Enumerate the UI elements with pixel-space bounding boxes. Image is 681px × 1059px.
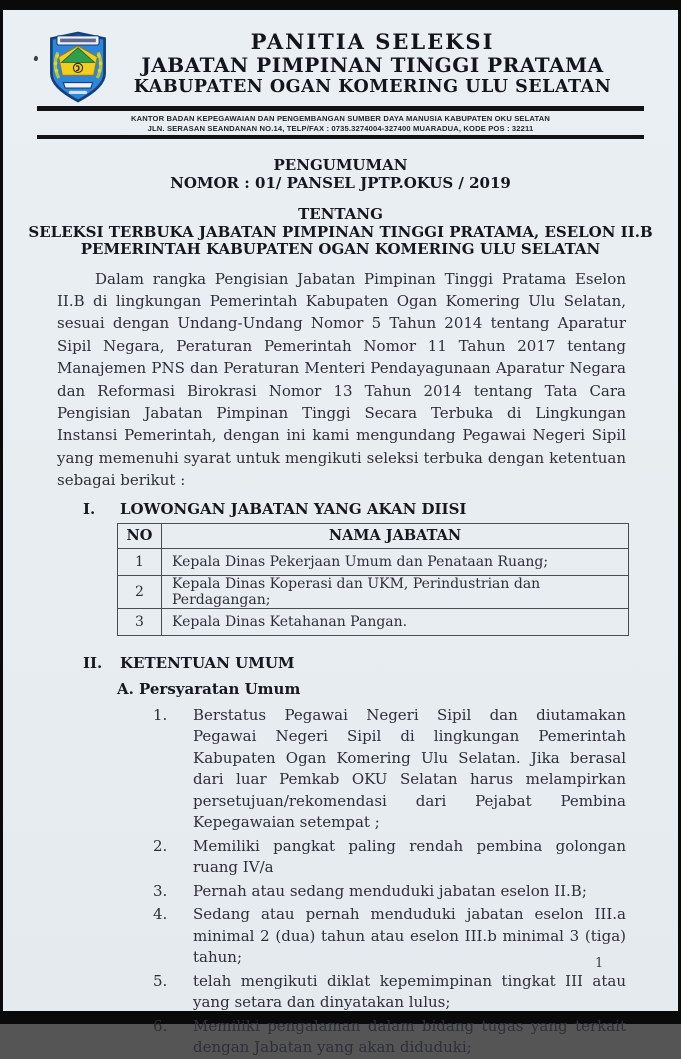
list-item-number: 1.	[153, 705, 168, 724]
row-number-cell: 1	[118, 548, 162, 575]
list-item	[153, 881, 626, 903]
announcement-subject-line1: SELEKSI TERBUKA JABATAN PIMPINAN TINGGI PRATAMA, ESELON II.B	[28, 222, 653, 241]
office-address	[3, 114, 678, 133]
row-number-cell: 3	[118, 608, 162, 635]
list-item-text: Memiliki pangkat paling rendah pembina golongan ruang IV/a	[193, 836, 626, 877]
letterhead-rule-bottom	[37, 135, 644, 139]
requirements-list	[57, 705, 626, 1059]
list-item-text: Berstatus Pegawai Negeri Sipil dan diutamakan Pegawai Negeri Sipil di lingkungan Pemerintah Kabupaten Ogan Komering Ulu Selatan. Jika berasal dari luar Pemkab OKU Selatan harus melampirkan persetujuan/rekomendasi dari Pejabat Pembina Kepegawaian setempat ;	[193, 705, 626, 832]
section-title: LOWONGAN JABATAN YANG AKAN DIISI	[120, 499, 467, 518]
letterhead	[3, 10, 678, 139]
committee-subject: JABATAN PIMPINAN TINGGI PRATAMA	[141, 53, 604, 77]
table-row	[118, 575, 629, 608]
list-item	[153, 904, 626, 969]
column-header-no: NO	[118, 523, 162, 548]
position-name-cell: Kepala Dinas Koperasi dan UKM, Perindustrian dan Perdagangan;	[162, 575, 629, 608]
table-row	[118, 608, 629, 635]
position-name-cell: Kepala Dinas Ketahanan Pangan.	[162, 608, 629, 635]
list-item-text: Memiliki pengalaman dalam bidang tugas yang terkait dengan Jabatan yang akan diduduki;	[193, 1016, 626, 1057]
list-item	[153, 1016, 626, 1059]
column-header-position: NAMA JABATAN	[162, 523, 629, 548]
subsection-general-requirements-heading	[117, 678, 626, 700]
table-header-row	[118, 523, 629, 548]
list-item-number: 2.	[153, 836, 168, 855]
table-row	[118, 548, 629, 575]
office-name: KANTOR BADAN KEPEGAWAIAN DAN PENGEMBANGAN SUMBER DAYA MANUSIA KABUPATEN OKU SELATAN	[130, 114, 550, 123]
document-page	[3, 10, 678, 1057]
oku-selatan-crest-icon	[45, 30, 111, 104]
list-item-number: 3.	[153, 881, 168, 900]
letterhead-rule-top	[37, 106, 644, 111]
list-item-number: 6.	[153, 1016, 168, 1035]
vacancies-table	[117, 523, 629, 636]
list-item	[153, 836, 626, 879]
announcement-subject-line2: PEMERINTAH KABUPATEN OGAN KOMERING ULU SELATAN	[80, 240, 601, 258]
document-body	[57, 268, 626, 1059]
committee-name: PANITIA SELEKSI	[250, 29, 495, 54]
announcement-number: NOMOR : 01/ PANSEL JPTP.OKUS / 2019	[170, 173, 511, 192]
subsection-label: A.	[117, 679, 134, 698]
section-numeral: I.	[83, 499, 96, 518]
list-item	[153, 705, 626, 834]
section-general-heading	[57, 652, 626, 674]
section-vacancies-heading	[57, 498, 626, 520]
position-name-cell: Kepala Dinas Pekerjaan Umum dan Penataan Ruang;	[162, 548, 629, 575]
list-item	[153, 971, 626, 1014]
section-numeral: II.	[83, 653, 103, 672]
announcement-title: PENGUMUMAN	[273, 156, 408, 174]
announcement-about-label: TENTANG	[298, 205, 383, 223]
page-number: 1	[595, 956, 604, 971]
list-item-text: Pernah atau sedang menduduki jabatan eselon II.B;	[193, 881, 587, 900]
intro-paragraph: Dalam rangka Pengisian Jabatan Pimpinan Tinggi Pratama Eselon II.B di lingkungan Pemerintah Kabupaten Ogan Komering Ulu Selatan, sesuai dengan Undang-Undang Nomor 5 Tahun 2014 tentang Aparatur Sipil Negara, Peraturan Pemerintah Nomor 11 Tahun 2017 tentang Manajemen PNS dan Peraturan Menteri Pendayagunaan Aparatur Negara dan Reformasi Birokrasi Nomor 13 Tahun 2014 tentang Tata Cara Pengisian Jabatan Pimpinan Tinggi Secara Terbuka di Lingkungan Instansi Pemerintah, dengan ini kami mengundang Pegawai Negeri Sipil yang memenuhi syarat untuk mengikuti seleksi terbuka dengan ketentuan sebagai berikut :	[57, 269, 626, 490]
section-title: KETENTUAN UMUM	[120, 653, 295, 672]
regency-name: KABUPATEN OGAN KOMERING ULU SELATAN	[133, 77, 612, 97]
list-item-text: telah mengikuti diklat kepemimpinan tingkat III atau yang setara dan dinyatakan lulus;	[193, 971, 626, 1012]
list-item-number: 5.	[153, 971, 168, 990]
office-street-address: JLN. SERASAN SEANDANAN NO.14, TELP/FAX : 0735.3274004-327400 MUARADUA, KODE POS : 32211	[147, 123, 534, 133]
subsection-title: Persyaratan Umum	[139, 679, 301, 698]
announcement-heading-block	[3, 157, 678, 259]
row-number-cell: 2	[118, 575, 162, 608]
list-item-number: 4.	[153, 905, 168, 924]
spacer	[3, 192, 678, 206]
list-item-text: Sedang atau pernah menduduki jabatan eselon III.a minimal 2 (dua) tahun atau eselon III.b minimal 3 (tiga) tahun;	[193, 905, 626, 967]
